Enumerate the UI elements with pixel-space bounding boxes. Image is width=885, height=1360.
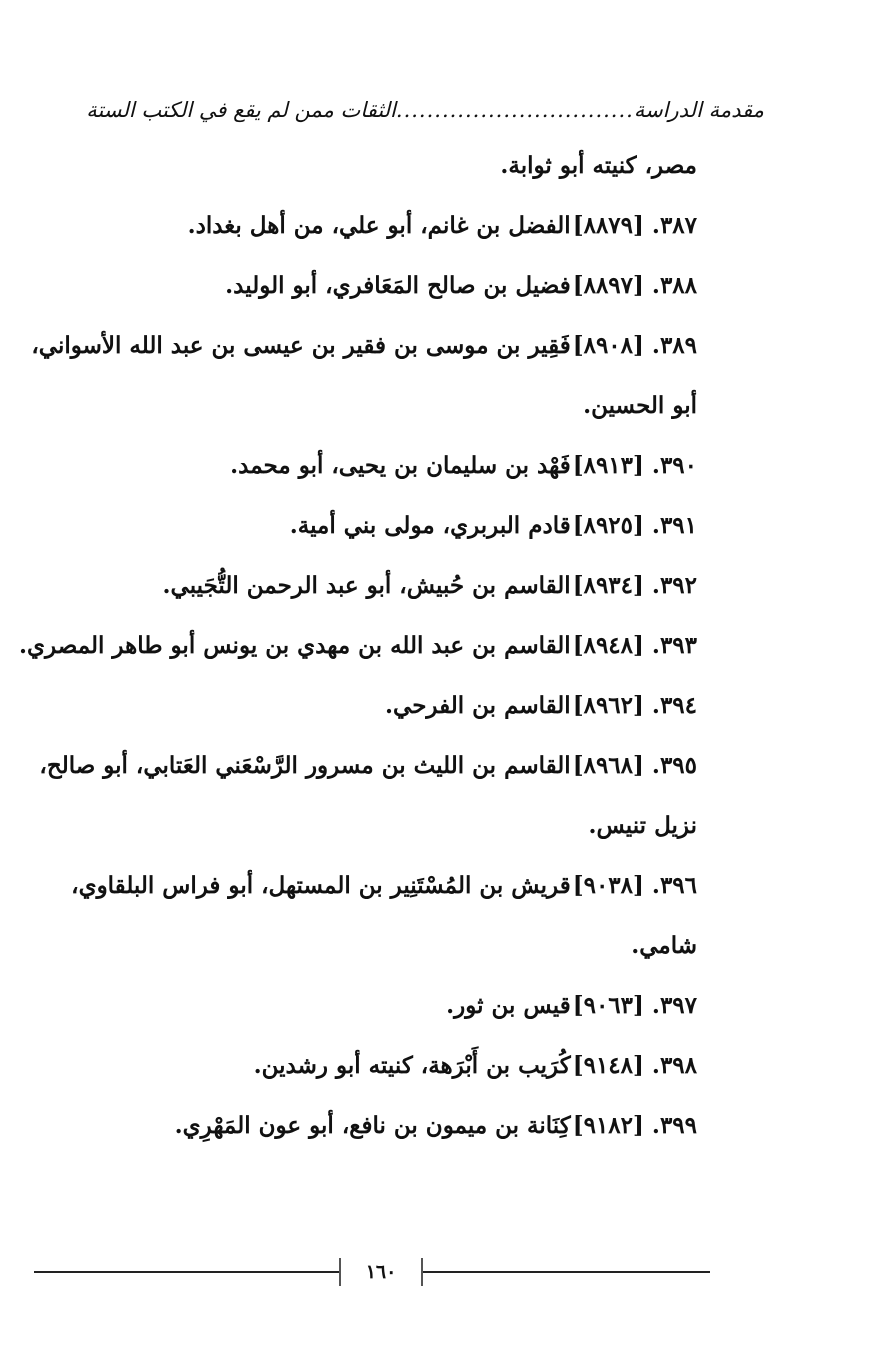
entry-continuation: نزيل تنيس. <box>588 812 697 839</box>
running-header <box>84 98 764 122</box>
entry-reference: [٨٩٤٨] <box>572 632 644 659</box>
entry-text: قيس بن ثور. <box>446 992 571 1019</box>
header-book-title: الثقات ممن لم يقع في الكتب الستة <box>86 98 396 122</box>
entry-number: ٣٩٧. <box>651 992 697 1019</box>
entry-text: فَقِير بن موسى بن فقير بن عيسى بن عبد الله الأسواني، <box>31 332 571 359</box>
entry-reference: [٨٩٠٨] <box>572 332 644 359</box>
header-leader-dots: ............................... <box>395 98 634 122</box>
entry-text: قريش بن المُسْتَنِير بن المستهل، أبو فراس البلقاوي، <box>71 872 571 899</box>
entry-number: ٣٩٥. <box>651 752 697 779</box>
entry-number: ٣٩٨. <box>651 1052 697 1079</box>
entry-reference: [٨٩٢٥] <box>572 512 644 539</box>
entry-reference: [٨٩٦٨] <box>572 752 644 779</box>
entry-reference: [٨٩١٣] <box>572 452 644 479</box>
entry-text: القاسم بن الفرحي. <box>385 692 571 719</box>
entry-399 <box>37 1110 697 1142</box>
entry-number: ٣٩٣. <box>651 632 697 659</box>
entry-number: ٣٨٧. <box>651 212 697 239</box>
entry-reference: [٨٩٦٢] <box>572 692 644 719</box>
entry-reference: [٩٠٣٨] <box>572 872 644 899</box>
entry-continuation: أبو الحسين. <box>583 392 697 419</box>
entry-number: ٣٩٩. <box>651 1112 697 1139</box>
entry-389 <box>31 330 697 422</box>
continuation-line: مصر، كنيته أبو ثوابة. <box>500 152 697 179</box>
entry-397 <box>37 990 697 1022</box>
page-number: ١٦٠ <box>339 1258 423 1286</box>
entry-text: قادم البربري، مولى بني أمية. <box>289 512 571 539</box>
entry-number: ٣٩٢. <box>651 572 697 599</box>
entry-393 <box>19 630 697 662</box>
entry-398 <box>37 1050 697 1082</box>
entry-number: ٣٩٠. <box>651 452 697 479</box>
entry-reference: [٨٨٧٩] <box>572 212 644 239</box>
entry-text: القاسم بن حُبيش، أبو عبد الرحمن التُّجَيبي. <box>162 572 571 599</box>
entry-text: فَهْد بن سليمان بن يحيى، أبو محمد. <box>230 452 571 479</box>
entry-392 <box>37 570 697 602</box>
entry-number: ٣٩١. <box>651 512 697 539</box>
entry-396 <box>37 870 697 962</box>
entry-text: القاسم بن عبد الله بن مهدي بن يونس أبو طاهر المصري. <box>19 632 571 659</box>
entry-reference: [٨٨٩٧] <box>572 272 644 299</box>
entry-reference: [٩٠٦٣] <box>572 992 644 1019</box>
entry-text: كِنَانة بن ميمون بن نافع، أبو عون المَهْرِي. <box>174 1112 571 1139</box>
entry-continuation: شامي. <box>631 932 697 959</box>
entry-391 <box>37 510 697 542</box>
entry-number: ٣٩٦. <box>651 872 697 899</box>
entry-reference: [٨٩٣٤] <box>572 572 644 599</box>
entry-390 <box>37 450 697 482</box>
header-section-title: مقدمة الدراسة <box>633 98 764 122</box>
entry-number: ٣٩٤. <box>651 692 697 719</box>
entry-text: الفضل بن غانم، أبو علي، من أهل بغداد. <box>187 212 571 239</box>
entry-text: القاسم بن الليث بن مسرور الرَّسْعَني العَتابي، أبو صالح، <box>39 752 571 779</box>
entry-394 <box>37 690 697 722</box>
entry-387 <box>37 210 697 242</box>
page-footer <box>34 1258 710 1288</box>
entry-reference: [٩١٨٢] <box>572 1112 644 1139</box>
entry-text: فضيل بن صالح المَعَافري، أبو الوليد. <box>225 272 571 299</box>
entry-number: ٣٨٨. <box>651 272 697 299</box>
entry-395 <box>37 750 697 842</box>
entry-number: ٣٨٩. <box>651 332 697 359</box>
entry-text: كُرَيب بن أَبْرَهة، كنيته أبو رشدين. <box>253 1052 571 1079</box>
entry-388 <box>37 270 697 302</box>
entry-list <box>19 150 697 1170</box>
entry-reference: [٩١٤٨] <box>572 1052 644 1079</box>
